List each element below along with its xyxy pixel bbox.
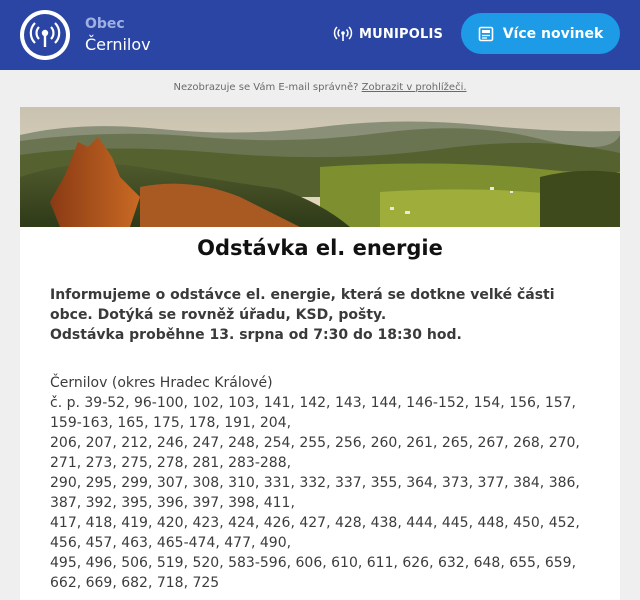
- view-in-browser-link[interactable]: Zobrazit v prohlížeči.: [361, 82, 467, 93]
- preheader-text: Nezobrazuje se Vám E-mail správně?: [173, 82, 359, 93]
- more-news-label: Více novinek: [502, 25, 604, 42]
- more-news-button[interactable]: [461, 13, 620, 54]
- affected-addresses: Černilov (okres Hradec Králové) č. p. 39-52, 96-100, 102, 103, 141, 142, 143, 144, 146-152, 154, 156, 157, 159-163, 165, 175, 178, 191, 204, 206, 207, 212, 246, 247, 248, 254, 255, 256, 260, 261, 265, 267, 268, 270, 271, 273, 275, 278, 281, 283-288, 290, 295, 299, 307, 308, 310, 331, 332, 337, 355, 364, 373, 377, 384, 386, 387, 392, 395, 396, 397, 398, 411, 417, 418, 419, 420, 423, 424, 426, 427, 428, 438, 444, 445, 448, 450, 452, 456, 457, 463, 465-474, 477, 490, 495, 496, 506, 519, 520, 583-596, 606, 610, 611, 626, 632, 648, 655, 659, 662, 669, 682, 718, 725: [50, 375, 580, 591]
- header-bar: [0, 0, 640, 70]
- article-title: Odstávka el. energie: [197, 236, 443, 260]
- munipolis-signal-icon: [333, 24, 353, 44]
- munipolis-wordmark: MUNIPOLIS: [359, 26, 444, 42]
- municipality-name: Černilov: [85, 35, 151, 54]
- news-card: [20, 107, 620, 600]
- brand-label: Obec: [85, 16, 125, 32]
- munipolis-logo[interactable]: [333, 24, 443, 44]
- newspaper-icon: [478, 26, 494, 42]
- hero-landscape-image: [20, 107, 620, 227]
- article-intro: Informujeme o odstávce el. energie, která se dotkne velké části obce. Dotýká se rovněž úřadu, KSD, pošty. Odstávka proběhne 13. srpna od 7:30 do 18:30 hod.: [50, 287, 555, 343]
- preheader: [0, 82, 640, 93]
- broadcast-logo-icon[interactable]: [20, 10, 70, 60]
